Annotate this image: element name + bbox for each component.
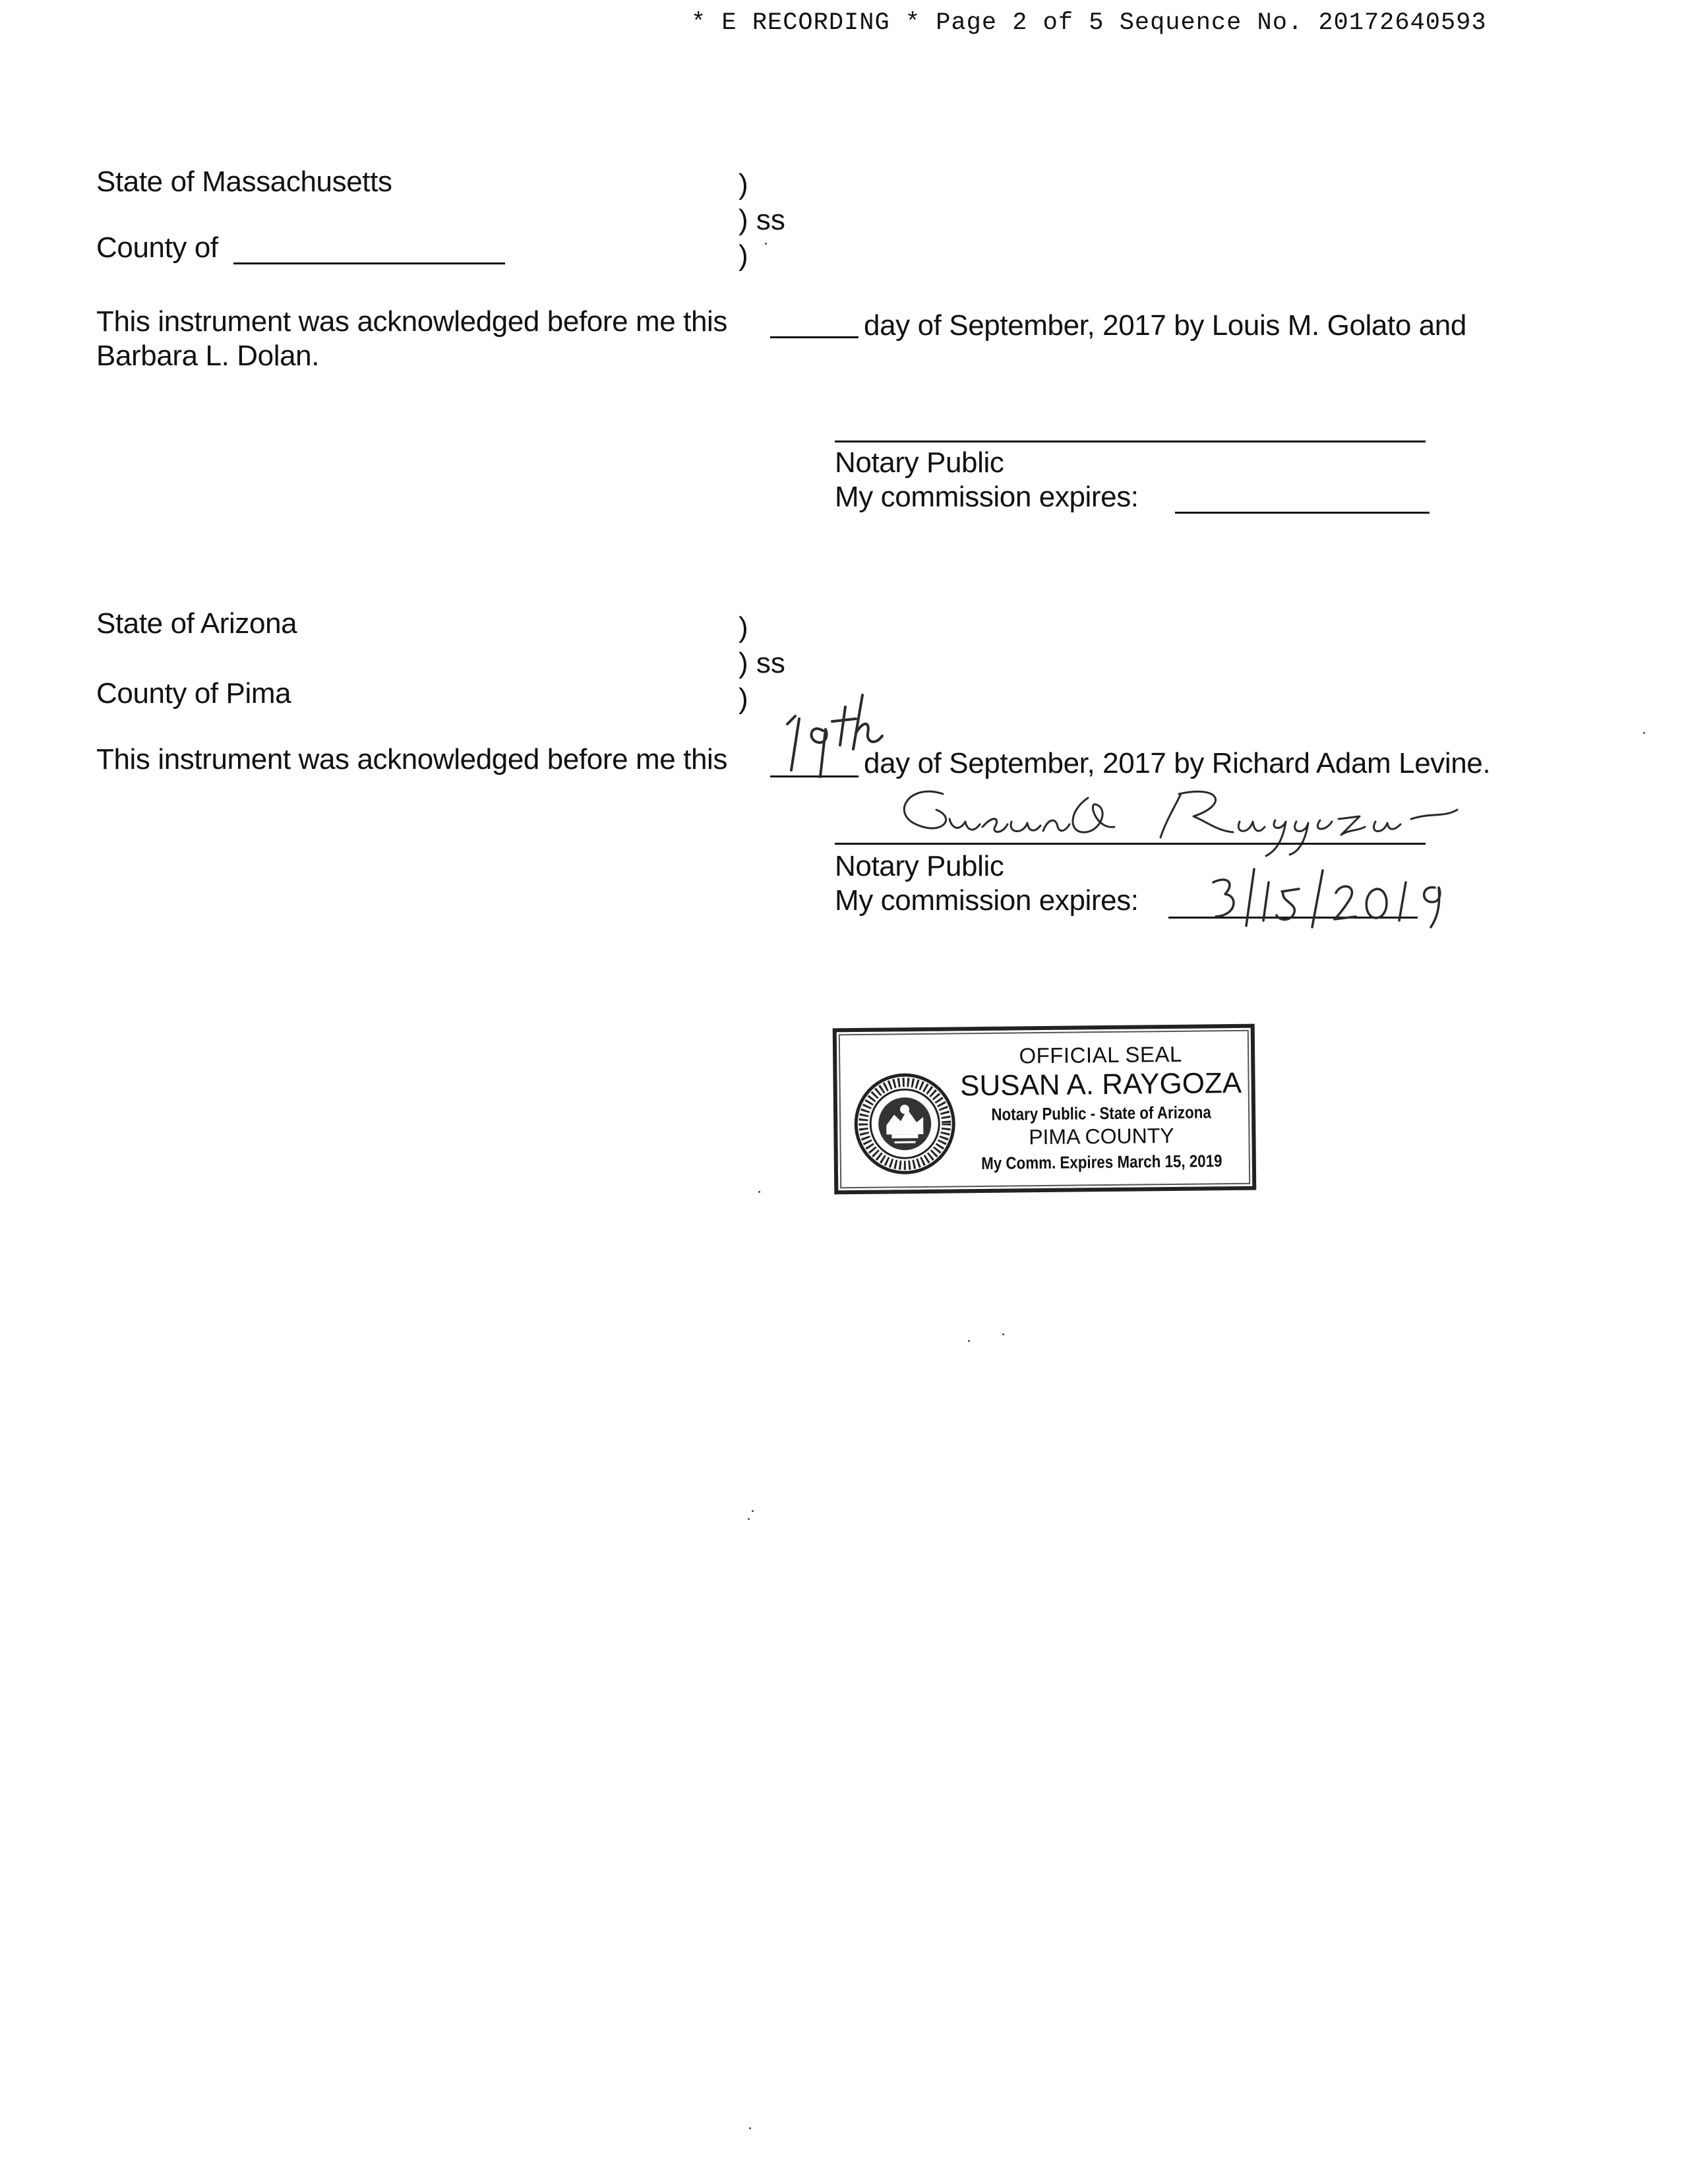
commission-expires-label-1: My commission expires: xyxy=(835,481,1139,513)
ack-line-1-after: day of September, 2017 by Louis M. Golato and xyxy=(864,309,1466,342)
day-blank-line-1 xyxy=(770,336,859,338)
ack-after-2: day of September, 2017 by Richard Adam Levine. xyxy=(864,747,1491,779)
commission-expires-label-2: My commission expires: xyxy=(835,884,1139,917)
seal-notary-state: Notary Public - State of Arizona xyxy=(991,1102,1211,1124)
ack-before-2: This instrument was acknowledged before me this xyxy=(96,743,727,775)
paren-bot-1: ) xyxy=(738,239,748,272)
scan-speck xyxy=(1002,1333,1004,1335)
state-arizona: State of Arizona xyxy=(96,607,297,640)
notary-public-label-2: Notary Public xyxy=(835,850,1004,882)
county-of-label: County of xyxy=(96,231,218,264)
scan-speck xyxy=(752,1510,754,1512)
scan-speck xyxy=(1643,732,1645,734)
seal-expiry: My Comm. Expires March 15, 2019 xyxy=(981,1151,1222,1174)
paren-top-2: ) xyxy=(738,611,748,644)
seal-title: OFFICIAL SEAL xyxy=(1019,1041,1183,1068)
ack-line-2: Barbara L. Dolan. xyxy=(96,340,320,372)
arizona-state-seal-emblem xyxy=(851,1070,958,1177)
seal-county: PIMA COUNTY xyxy=(1029,1123,1174,1149)
paren-ss-1: ) ss xyxy=(738,204,785,236)
notary-public-label-1: Notary Public xyxy=(835,446,1004,479)
commission-blank-line-1 xyxy=(1175,512,1430,514)
handwritten-expiry-date xyxy=(1200,863,1477,935)
notary-signature-line-2 xyxy=(835,843,1426,845)
scan-speck xyxy=(758,1191,760,1193)
state-massachusetts: State of Massachusetts xyxy=(96,166,392,198)
county-blank-line xyxy=(233,262,505,264)
scan-speck xyxy=(968,1340,970,1342)
ack-line-1-before: This instrument was acknowledged before me this xyxy=(96,305,727,338)
notary-signature-line-1 xyxy=(835,440,1426,442)
paren-bot-2: ) xyxy=(738,682,748,715)
paren-ss-2: ) ss xyxy=(738,647,785,679)
seal-notary-name: SUSAN A. RAYGOZA xyxy=(959,1066,1242,1103)
scan-speck xyxy=(765,243,767,245)
scan-speck xyxy=(749,2127,751,2129)
scan-speck xyxy=(748,1518,750,1520)
county-pima: County of Pima xyxy=(96,677,291,710)
handwritten-day-19th xyxy=(785,692,930,791)
paren-top-1: ) xyxy=(738,168,748,200)
handwritten-signature xyxy=(851,778,1497,857)
official-notary-seal xyxy=(833,1024,1257,1195)
recording-header: * E RECORDING * Page 2 of 5 Sequence No. 20172640593 xyxy=(691,9,1487,37)
